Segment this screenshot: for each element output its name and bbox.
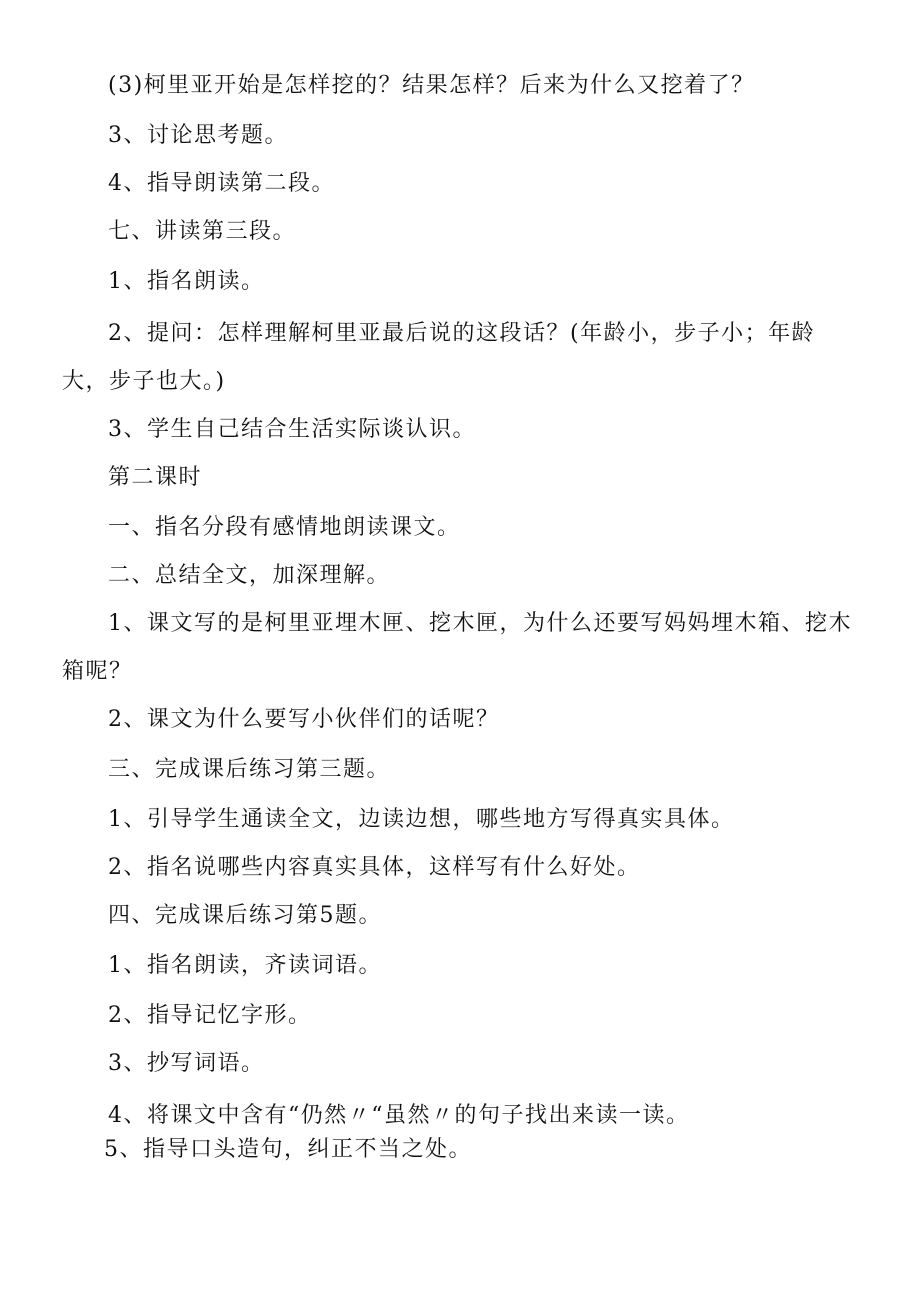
heading-item-4: 四、完成课后练习第5题。 bbox=[108, 903, 382, 928]
paragraph-friends-words: 2、课文为什么要写小伙伴们的话呢？ bbox=[108, 707, 500, 732]
paragraph-question: 2、提问：怎样理解柯里亚最后说的这段话？(年龄小，步子小；年龄大，步子也大。) bbox=[62, 321, 816, 394]
heading-section-7: 七、讲读第三段。 bbox=[108, 219, 297, 244]
heading-second-lesson: 第二课时 bbox=[108, 465, 203, 490]
paragraph-discuss: 3、讨论思考题。 bbox=[108, 123, 288, 148]
paragraph-read-section2: 4、指导朗读第二段。 bbox=[108, 171, 335, 196]
paragraph-copy-words: 3、抄写词语。 bbox=[108, 1051, 265, 1076]
paragraph-make-sentences: 5、指导口头造句，纠正不当之处。 bbox=[104, 1137, 472, 1162]
paragraph-name-read: 1、指名朗读。 bbox=[108, 269, 265, 294]
heading-item-1: 一、指名分段有感情地朗读课文。 bbox=[108, 515, 461, 540]
heading-item-3: 三、完成课后练习第三题。 bbox=[108, 757, 391, 782]
paragraph-memorize: 2、指导记忆字形。 bbox=[108, 1003, 312, 1028]
paragraph-read-words: 1、指名朗读，齐读词语。 bbox=[108, 953, 382, 978]
heading-item-2: 二、总结全文，加深理解。 bbox=[108, 563, 391, 588]
paragraph-discuss-life: 3、学生自己结合生活实际谈认识。 bbox=[108, 417, 476, 442]
paragraph-why-box: 1、课文写的是柯里亚埋木匣、挖木匣，为什么还要写妈妈埋木箱、挖木箱呢？ bbox=[62, 611, 852, 684]
paragraph-find-sentences: 4、将课文中含有“仍然〃“虽然〃的句子找出来读一读。 bbox=[108, 1103, 690, 1128]
paragraph-details: 2、指名说哪些内容真实具体，这样写有什么好处。 bbox=[108, 855, 641, 880]
paragraph-q3: (3)柯里亚开始是怎样挖的？结果怎样？后来为什么又挖着了？ bbox=[108, 73, 755, 98]
paragraph-read-full: 1、引导学生通读全文，边读边想，哪些地方写得真实具体。 bbox=[108, 807, 735, 832]
